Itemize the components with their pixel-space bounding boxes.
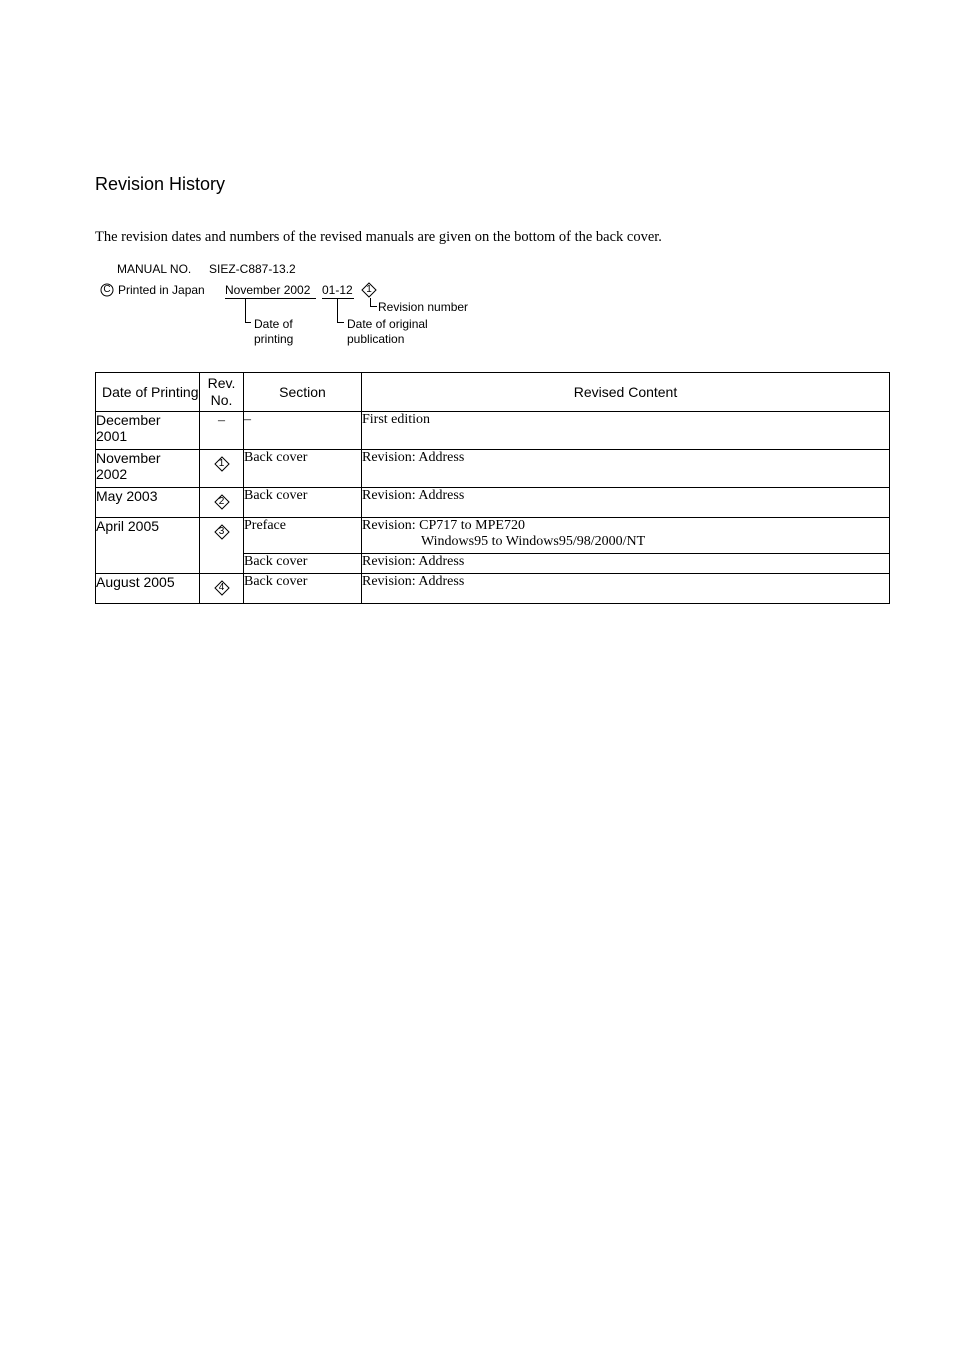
header-rev-no: [200, 373, 244, 412]
cell-content-line-1: Revision: CP717 to MPE720: [362, 518, 525, 533]
cell-content-line-2: Windows95 to Windows95/98/2000/NT: [421, 534, 646, 549]
cell-date: August 2005: [96, 574, 200, 604]
header-section: Section: [244, 373, 362, 412]
cell-date: [96, 412, 200, 450]
cell-section: Back cover: [244, 574, 362, 604]
header-revised-content: Revised Content: [362, 373, 890, 412]
revision-diamond-icon: 1: [361, 282, 377, 298]
cell-rev: [200, 450, 244, 488]
printed-in-label: Printed in Japan: [118, 283, 205, 297]
cell-section: Preface: [244, 518, 362, 554]
cell-content: Revision: Address: [362, 450, 890, 488]
intro-paragraph: The revision dates and numbers of the revised manuals are given on the bottom of the back cover.: [95, 229, 662, 245]
manual-no-label: MANUAL NO.: [117, 262, 192, 276]
cell-rev-dash: –: [218, 413, 225, 428]
table-row: [96, 488, 890, 518]
cell-rev: [200, 412, 244, 450]
cell-date-line-2: 2001: [96, 428, 128, 444]
cell-date: [96, 450, 200, 488]
cell-date: May 2003: [96, 488, 200, 518]
cell-section: Back cover: [244, 450, 362, 488]
cell-content: First edition: [362, 412, 890, 450]
header-date-of-printing: Date of Printing: [96, 373, 200, 412]
revision-diamond-icon: 3: [214, 524, 230, 540]
cell-section: –: [244, 412, 362, 450]
cell-content: [362, 518, 890, 554]
table-row: [96, 574, 890, 604]
cell-content: Revision: Address: [362, 488, 890, 518]
table-row: [96, 518, 890, 554]
cell-date-line-1: November: [96, 450, 161, 466]
date-of-printing-caption-1: Date of: [254, 317, 293, 331]
original-publication-caption-2: publication: [347, 332, 405, 346]
manual-number-diagram: [0, 0, 954, 360]
header-rev-line-2: No.: [210, 392, 233, 408]
table-row: [96, 450, 890, 488]
original-publication-caption-1: Date of original: [347, 317, 428, 331]
revision-diamond-icon: 2: [214, 494, 230, 510]
cell-rev: [200, 518, 244, 574]
cell-date: April 2005: [96, 518, 200, 574]
date-of-printing-value: November 2002: [225, 283, 311, 297]
cell-date-line-1: December: [96, 412, 161, 428]
page-title: Revision History: [95, 174, 226, 194]
revision-diamond-icon: 4: [214, 580, 230, 596]
revision-diamond-icon: 1: [214, 456, 230, 472]
cell-section: Back cover: [244, 554, 362, 574]
cell-date-line-2: 2002: [96, 466, 128, 482]
cell-section: Back cover: [244, 488, 362, 518]
cell-content: Revision: Address: [362, 554, 890, 574]
original-publication-value: 01-12: [322, 283, 353, 297]
header-rev-line-1: Rev.: [207, 375, 236, 391]
cell-rev: [200, 574, 244, 604]
manual-no-value: SIEZ-C887-13.2: [209, 262, 296, 276]
cell-content: Revision: Address: [362, 574, 890, 604]
revision-history-table: [95, 372, 890, 604]
cell-rev: [200, 488, 244, 518]
date-of-printing-caption-2: printing: [254, 332, 294, 346]
table-row: [96, 412, 890, 450]
revision-number-caption: Revision number: [378, 300, 469, 314]
copyright-icon: C: [100, 283, 114, 297]
table-header-row: [96, 373, 890, 412]
